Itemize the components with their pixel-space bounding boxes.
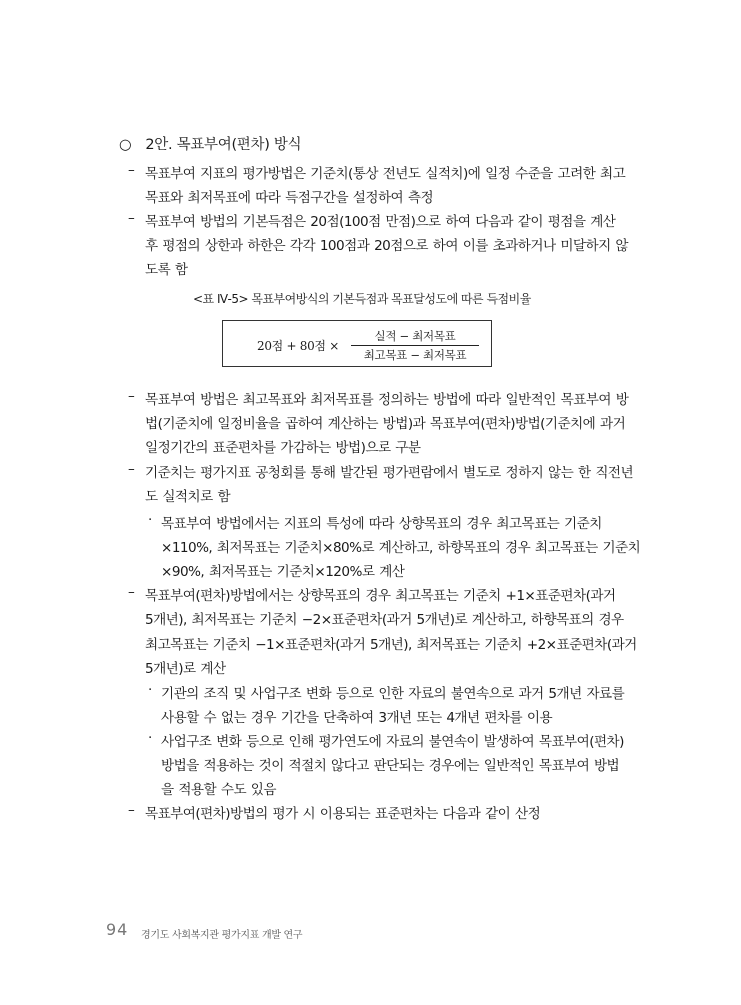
paragraph-line: 사업구조 변화 등으로 인해 평가연도에 자료의 불연속이 발생하여 목표부여(편차) (161, 734, 624, 750)
paragraph-line: 목표부여 방법에서는 지표의 특성에 따라 상향목표의 경우 최고목표는 기준치 (161, 516, 602, 532)
paragraph-line: 5개년), 최저목표는 기준치 −2×표준편차(과거 5개년)로 계산하고, 하향목표의 경우 (145, 612, 624, 628)
paragraph-line: 5개년)로 계산 (145, 661, 226, 677)
dash-bullet: – (128, 802, 135, 818)
formula-lead: 20점 + 80점 × (257, 339, 339, 353)
dash-bullet: – (128, 388, 135, 404)
page-number: 94 (106, 920, 129, 939)
formula-numerator: 실적 − 최저목표 (374, 329, 456, 343)
paragraph-line: 목표부여(편차)방법에서는 상향목표의 경우 최고목표는 기준치 +1×표준편차(과거 (145, 588, 616, 604)
dash-bullet: – (128, 210, 135, 226)
formula-denominator: 최고목표 − 최저목표 (363, 348, 467, 362)
fraction-bar (351, 345, 479, 346)
paragraph-line: 일정기간의 표준편차를 가감하는 방법)으로 구분 (145, 440, 421, 456)
paragraph-line: ×110%, 최저목표는 기준치×80%로 계산하고, 하향목표의 경우 최고목표는 기준치 (161, 540, 641, 556)
table-caption: <표 Ⅳ-5> 목표부여방식의 기본득점과 목표달성도에 따른 득점비율 (193, 292, 531, 306)
paragraph-line: 후 평점의 상한과 하한은 각각 100점과 20점으로 하여 이를 초과하거나 미달하지 않 (145, 238, 629, 254)
paragraph-line: 사용할 수 없는 경우 기간을 단축하여 3개년 또는 4개년 편차를 이용 (161, 710, 553, 726)
paragraph-line: ×90%, 최저목표는 기준치×120%로 계산 (161, 564, 405, 580)
paragraph-line: 을 적용할 수도 있음 (161, 782, 276, 798)
paragraph-line: 목표부여 방법의 기본득점은 20점(100점 만점)으로 하여 다음과 같이 평점을 계산 (145, 214, 616, 230)
paragraph-line: 최고목표는 기준치 −1×표준편차(과거 5개년), 최저목표는 기준치 +2×표준편차(과거 (145, 637, 637, 653)
dash-bullet: – (128, 162, 135, 178)
running-footer-title: 경기도 사회복지관 평가지표 개발 연구 (141, 930, 303, 941)
section-heading (119, 133, 301, 154)
paragraph-line: 도록 함 (145, 262, 188, 278)
paragraph-line: 목표부여 방법은 최고목표와 최저목표를 정의하는 방법에 따라 일반적인 목표부여 방 (145, 392, 629, 408)
paragraph-line: 목표와 최저목표에 따라 득점구간을 설정하여 측정 (145, 190, 434, 206)
dash-bullet: – (128, 584, 135, 600)
paragraph-line: 기관의 조직 및 사업구조 변화 등으로 인한 자료의 불연속으로 과거 5개년 자료를 (161, 686, 625, 702)
paragraph-line: 도 실적치로 함 (145, 489, 231, 505)
dot-bullet: · (148, 512, 153, 528)
section-heading-text: 2안. 목표부여(편차) 방식 (145, 137, 302, 153)
paragraph-line: 법(기준치에 일정비율을 곱하여 계산하는 방법)과 목표부여(편차)방법(기준치에 과거 (145, 416, 626, 432)
dot-bullet: · (148, 682, 153, 698)
dot-bullet: · (148, 730, 153, 746)
paragraph-line: 목표부여(편차)방법의 평가 시 이용되는 표준편차는 다음과 같이 산정 (145, 806, 541, 822)
formula-box (222, 320, 492, 367)
paragraph-line: 목표부여 지표의 평가방법은 기준치(통상 전년도 실적치)에 일정 수준을 고려한 최고 (145, 166, 626, 182)
circle-bullet-icon: ○ (119, 137, 132, 153)
paragraph-line: 방법을 적용하는 것이 적절치 않다고 판단되는 경우에는 일반적인 목표부여 방법 (161, 758, 620, 774)
dash-bullet: – (128, 461, 135, 477)
paragraph-line: 기준치는 평가지표 공청회를 통해 발간된 평가편람에서 별도로 정하지 않는 한 직전년 (145, 465, 634, 481)
